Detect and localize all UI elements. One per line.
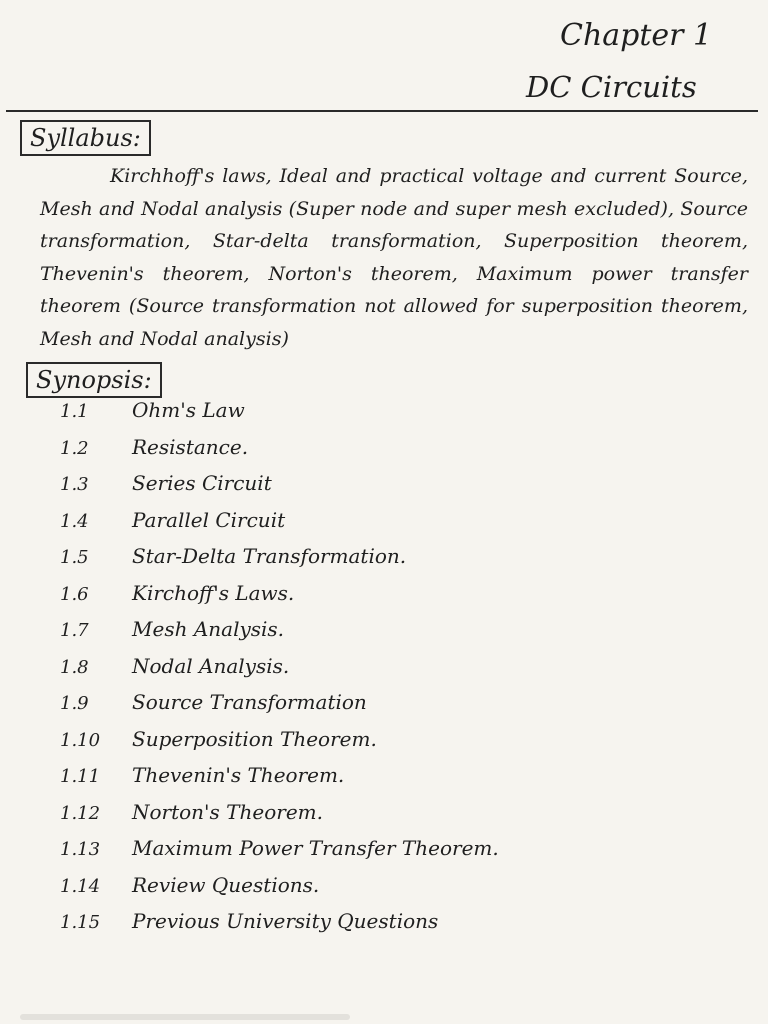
item-text: Ohm's Law [132, 398, 245, 422]
item-number: 1.7 [60, 620, 89, 641]
item-number: 1.11 [60, 766, 101, 787]
list-item [60, 800, 660, 837]
list-item [60, 508, 660, 545]
item-number: 1.4 [60, 510, 89, 532]
synopsis-list [60, 398, 660, 946]
item-number: 1.2 [60, 437, 89, 459]
item-number: 1.12 [60, 802, 101, 824]
item-text: Previous University Questions [132, 909, 439, 933]
list-item [60, 763, 660, 800]
item-text: Star-Delta Transformation. [132, 544, 407, 568]
header-divider [6, 110, 758, 112]
item-number: 1.9 [60, 693, 89, 714]
item-text: Thevenin's Theorem. [132, 763, 345, 787]
list-item [60, 727, 660, 764]
list-item [60, 544, 660, 581]
item-text: Kirchoff's Laws. [132, 580, 295, 605]
list-item [60, 836, 660, 873]
item-text: Series Circuit [132, 471, 272, 495]
item-text: Superposition Theorem. [132, 726, 377, 751]
list-item [60, 909, 660, 946]
item-text: Nodal Analysis. [132, 653, 290, 678]
list-item [60, 873, 660, 910]
item-number: 1.8 [60, 656, 89, 678]
item-number: 1.1 [60, 401, 89, 422]
list-item [60, 690, 660, 727]
list-item [60, 398, 660, 435]
chapter-subtitle: DC Circuits [526, 70, 697, 104]
item-number: 1.10 [60, 729, 101, 751]
list-item [60, 654, 660, 691]
item-text: Norton's Theorem. [132, 799, 323, 824]
list-item [60, 581, 660, 618]
syllabus-heading: Syllabus: [20, 120, 151, 156]
syllabus-text: Kirchhoff's laws, Ideal and practical voltage and current Source, Mesh and Nodal analysis (Super node and super mesh excluded), Source transformation, Star-delta transformation, Superposition theorem, Thevenin's theorem, Norton's theorem, Maximum power transfer theorem (Source transformation not allowed for superposition theorem, Mesh and Nodal analysis) [40, 165, 748, 350]
list-item [60, 617, 660, 654]
item-text: Source Transformation [132, 690, 367, 714]
item-text: Mesh Analysis. [132, 617, 285, 641]
chapter-title: Chapter 1 [560, 18, 713, 53]
item-number: 1.14 [60, 875, 101, 897]
list-item [60, 471, 660, 508]
list-item [60, 435, 660, 472]
item-number: 1.6 [60, 583, 89, 605]
item-number: 1.15 [60, 912, 101, 933]
item-text: Maximum Power Transfer Theorem. [132, 836, 499, 860]
item-text: Resistance. [132, 434, 249, 459]
item-text: Review Questions. [132, 872, 320, 897]
footer-smudge [20, 1014, 350, 1020]
item-number: 1.5 [60, 547, 89, 568]
item-text: Parallel Circuit [132, 507, 286, 532]
item-number: 1.13 [60, 839, 101, 860]
item-number: 1.3 [60, 474, 89, 495]
synopsis-heading: Synopsis: [26, 362, 162, 398]
